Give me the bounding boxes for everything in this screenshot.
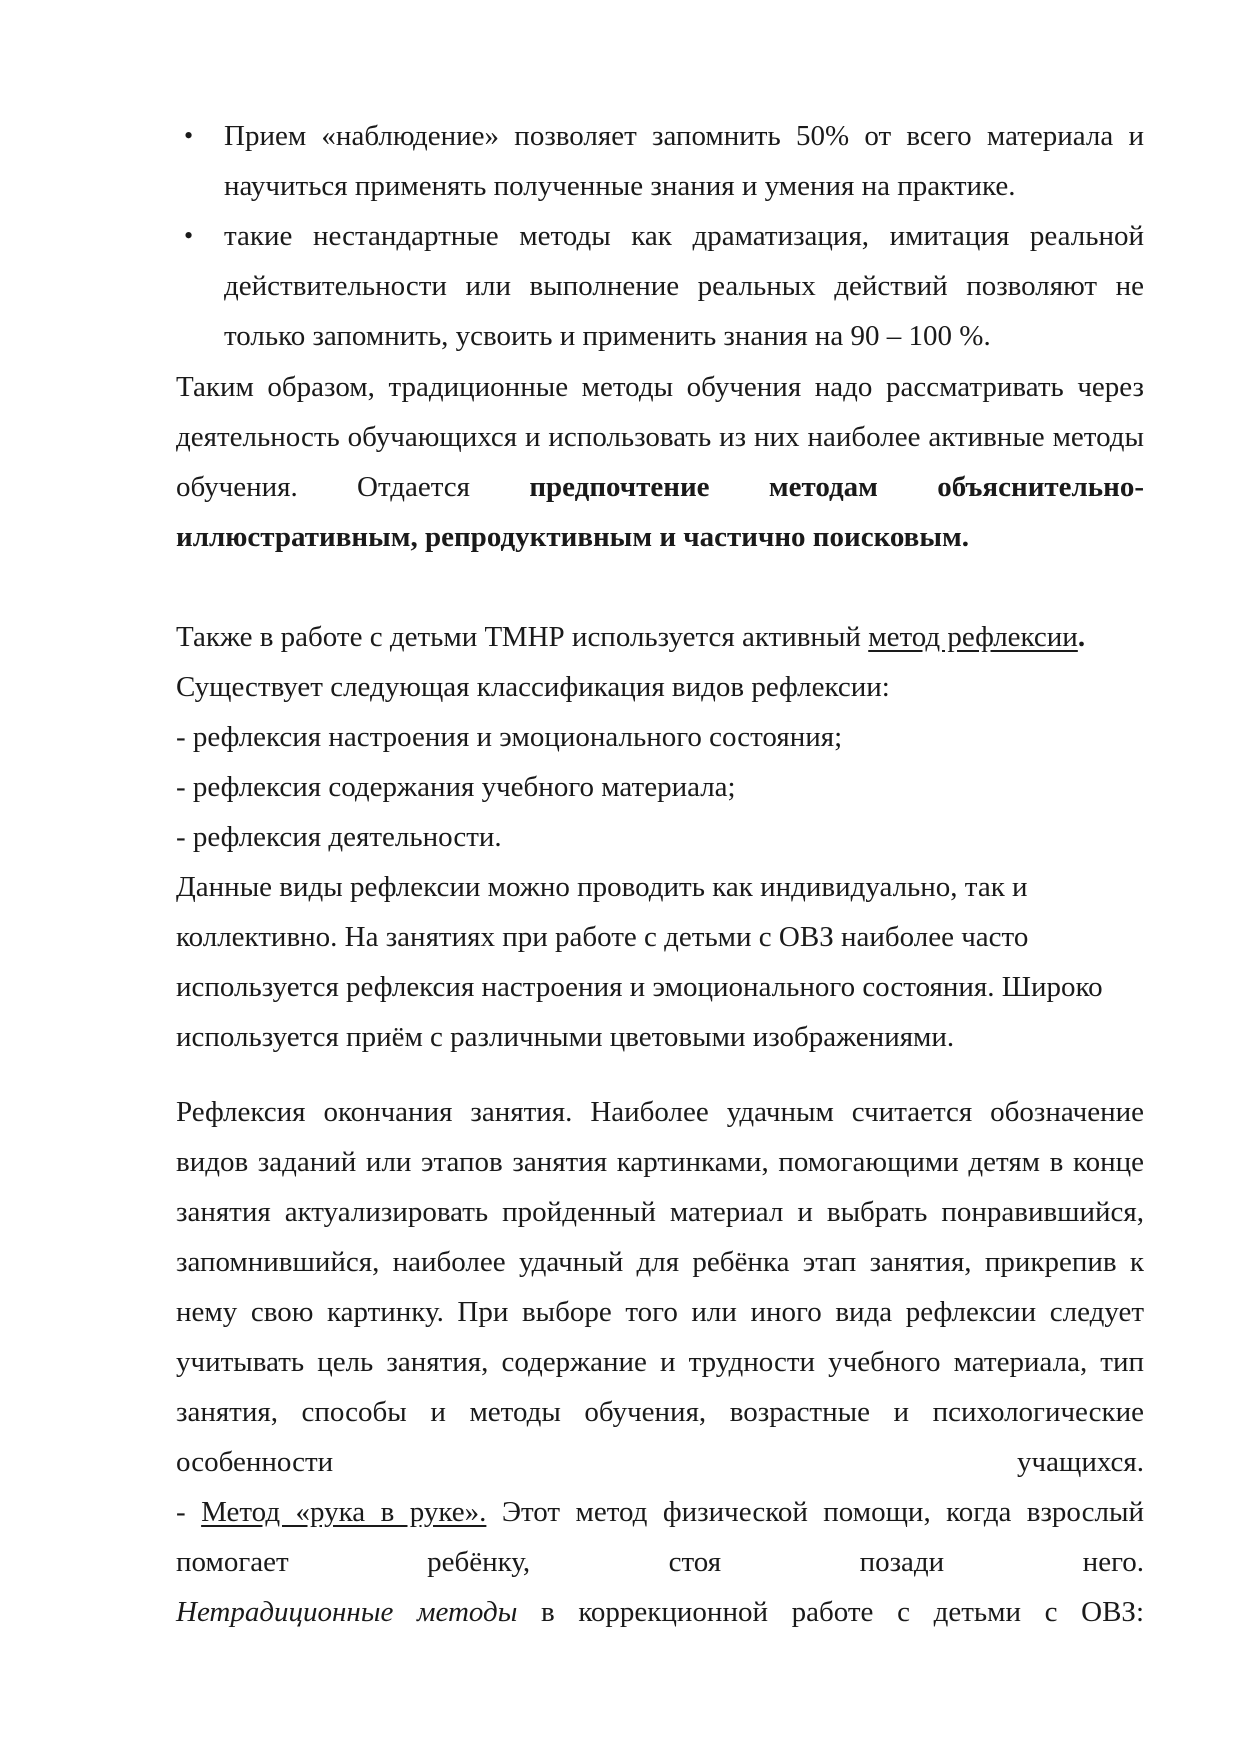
ending-line-1: Рефлексия окончания занятия. Наиболее удачным считается обозначение	[176, 1096, 1144, 1128]
method-line-1	[176, 1487, 1144, 1537]
method-line-3	[176, 1587, 1144, 1637]
summary-line-3	[176, 462, 1144, 512]
method-description: Этот метод физической помощи, когда взрослый	[486, 1496, 1144, 1528]
reflexion-para-line-4: используется приём с различными цветовыми изображениями.	[176, 1021, 955, 1053]
reflexion-intro	[176, 612, 1085, 662]
ending-line-5: нему свою картинку. При выборе того или иного вида рефлексии следует	[176, 1296, 1144, 1328]
reflexion-method-link: метод рефлексии	[868, 621, 1078, 653]
nontraditional-methods-label: Нетрадиционные методы	[176, 1596, 518, 1628]
bullet-marker: •	[184, 121, 194, 150]
reflexion-type-2: - рефлексия содержания учебного материала;	[176, 771, 736, 803]
ending-line-4: запомнившийся, наиболее удачный для ребёнка этап занятия, прикрепив к	[176, 1246, 1144, 1278]
method-line-2: помогает ребёнку, стоя позади него.	[176, 1546, 1144, 1578]
ending-line-6: учитывать цель занятия, содержание и трудности учебного материала, тип	[176, 1346, 1144, 1378]
bullet-2-line-1: такие нестандартные методы как драматизация, имитация реальной	[224, 220, 1144, 252]
summary-plain-text: обучения. Отдается	[176, 471, 471, 503]
summary-bold-text: предпочтение методам объяснительно-	[529, 471, 1144, 503]
ending-line-7: занятия, способы и методы обучения, возрастные и психологические	[176, 1396, 1144, 1428]
reflexion-type-3: - рефлексия деятельности.	[176, 821, 502, 853]
reflexion-para-line-3: используется рефлексия настроения и эмоционального состояния. Широко	[176, 971, 1103, 1003]
reflexion-classification: Существует следующая классификация видов рефлексии:	[176, 671, 890, 703]
summary-line-4: иллюстративным, репродуктивным и частично поисковым.	[176, 521, 969, 553]
method-name: Метод «рука в руке».	[201, 1496, 487, 1528]
reflexion-para-line-1: Данные виды рефлексии можно проводить как индивидуально, так и	[176, 871, 1028, 903]
ending-line-3: занятия актуализировать пройденный материал и выбрать понравившийся,	[176, 1196, 1144, 1228]
reflexion-para-line-2: коллективно. На занятиях при работе с детьми с ОВЗ наиболее часто	[176, 921, 1029, 953]
reflexion-intro-text: Также в работе с детьми ТМНР используется активный	[176, 621, 861, 653]
method-line-3-rest: в коррекционной работе с детьми с ОВЗ:	[517, 1596, 1144, 1628]
ending-line-2: видов заданий или этапов занятия картинками, помогающими детям в конце	[176, 1146, 1144, 1178]
summary-line-1: Таким образом, традиционные методы обучения надо рассматривать через	[176, 371, 1144, 403]
summary-line-2: деятельность обучающихся и использовать из них наиболее активные методы	[176, 421, 1144, 453]
bullet-2-line-2: действительности или выполнение реальных действий позволяют не	[224, 270, 1144, 302]
bullet-1-line-1: Прием «наблюдение» позволяет запомнить 50% от всего материала и	[224, 120, 1144, 152]
bullet-marker: •	[184, 221, 194, 250]
method-dash: -	[176, 1496, 202, 1528]
reflexion-type-1: - рефлексия настроения и эмоционального состояния;	[176, 721, 843, 753]
bullet-2-line-3: только запомнить, усвоить и применить знания на 90 – 100 %.	[224, 320, 991, 352]
reflexion-intro-end: .	[1077, 621, 1086, 653]
ending-line-8: особенности учащихся.	[176, 1446, 1144, 1478]
bullet-1-line-2: научиться применять полученные знания и умения на практике.	[224, 170, 1016, 202]
